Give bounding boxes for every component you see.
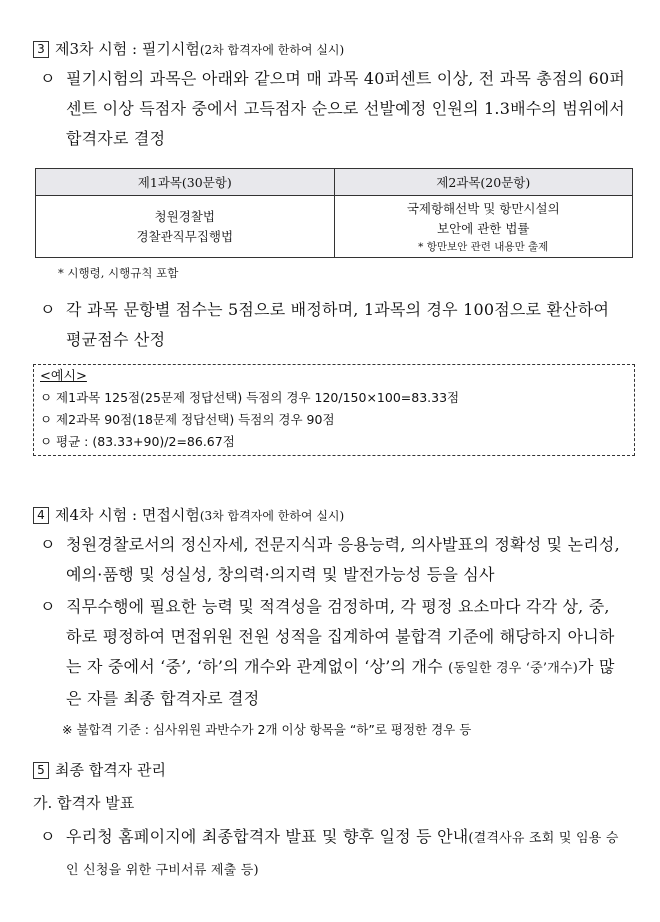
example-row: ㅇ 제1과목 125점(25문제 정답선택) 득점의 경우 120/150×100=83.33점	[40, 390, 460, 405]
table-cell-subject2	[334, 196, 633, 258]
example-box	[33, 364, 635, 456]
bullet-main-text: 직무수행에 필요한 능력 및 적격성을 검정하며, 각 평정 요소마다 각각 상, 중, 하로 평정하여 면접위원 전원 성적을 집계하여 불합격 기준에 해당하지 아니하는 자 중에서 ‘중’, ‘하’의 개수와 관계없이 ‘상’의 개수	[66, 597, 615, 676]
bullet-text	[66, 822, 630, 886]
subject-table	[35, 168, 633, 258]
bullet-end-text: 가 많은 자를 최종 합격자로 결정	[66, 657, 615, 708]
section-title: 제3차 시험 : 필기시험	[55, 40, 200, 58]
bullet-main-text: 우리청 홈페이지에 최종합격자 발표 및 향후 일정 등 안내	[66, 827, 469, 846]
bullet-icon: ㅇ	[40, 535, 56, 554]
example-title: <예시>	[40, 369, 87, 384]
bullet-small-text: (결격사유 조회 및 임용 승인 신청을 위한 구비서류 제출 등)	[66, 831, 619, 878]
section-title: 최종 합격자 관리	[55, 761, 166, 779]
table-header-subject1: 제1과목(30문항)	[36, 169, 335, 196]
example-row: ㅇ 평균 : (83.33+90)/2=86.67점	[40, 434, 235, 449]
bullet-item	[40, 64, 630, 154]
subject-law: 청원경찰법	[154, 208, 215, 224]
section-number: 4	[33, 507, 49, 524]
section-number: 3	[33, 41, 49, 58]
table-header-subject2: 제2과목(20문항)	[334, 169, 633, 196]
subject-footnote: * 항만보안 관련 내용만 출제	[418, 240, 549, 253]
fail-criteria-note: ※ 불합격 기준 : 심사위원 과반수가 2개 이상 항목을 “하”로 평정한 경우 등	[62, 722, 472, 737]
table-note: * 시행령, 시행규칙 포함	[58, 266, 179, 280]
section-note: (2차 합격자에 한하여 실시)	[199, 43, 345, 57]
bullet-text	[66, 592, 630, 714]
subject-law: 국제항해선박 및 항만시설의	[406, 200, 560, 216]
bullet-item	[40, 530, 630, 590]
table-cell-subject1	[36, 196, 335, 258]
bullet-icon: ㅇ	[40, 597, 56, 616]
section-4-heading	[33, 504, 344, 525]
subject-law: 보안에 관한 법률	[437, 220, 530, 236]
section-3-heading	[33, 38, 344, 59]
bullet-small-text: (동일한 경우 ‘중’개수)	[448, 661, 578, 676]
bullet-item	[40, 592, 630, 714]
bullet-item	[40, 295, 630, 355]
bullet-item	[40, 822, 630, 886]
section-note: (3차 합격자에 한하여 실시)	[199, 509, 345, 523]
section-title: 제4차 시험 : 면접시험	[55, 506, 200, 524]
subject-law: 경찰관직무집행법	[136, 228, 234, 244]
bullet-text: 필기시험의 과목은 아래와 같으며 매 과목 40퍼센트 이상, 전 과목 총점의 60퍼센트 이상 득점자 중에서 고득점자 순으로 선발예정 인원의 1.3배수의 범위에서 합격자로 결정	[66, 69, 625, 148]
section-5-heading	[33, 759, 166, 780]
subsection-heading: 가. 합격자 발표	[33, 794, 135, 812]
bullet-text: 청원경찰로서의 정신자세, 전문지식과 응용능력, 의사발표의 정확성 및 논리성, 예의·품행 및 성실성, 창의력·의지력 및 발전가능성 등을 심사	[66, 535, 620, 584]
bullet-icon: ㅇ	[40, 827, 56, 846]
bullet-icon: ㅇ	[40, 300, 56, 319]
bullet-icon: ㅇ	[40, 69, 56, 88]
bullet-text: 각 과목 문항별 점수는 5점으로 배정하며, 1과목의 경우 100점으로 환산하여 평균점수 산정	[66, 300, 610, 349]
section-number: 5	[33, 762, 49, 779]
example-row: ㅇ 제2과목 90점(18문제 정답선택) 득점의 경우 90점	[40, 412, 335, 427]
